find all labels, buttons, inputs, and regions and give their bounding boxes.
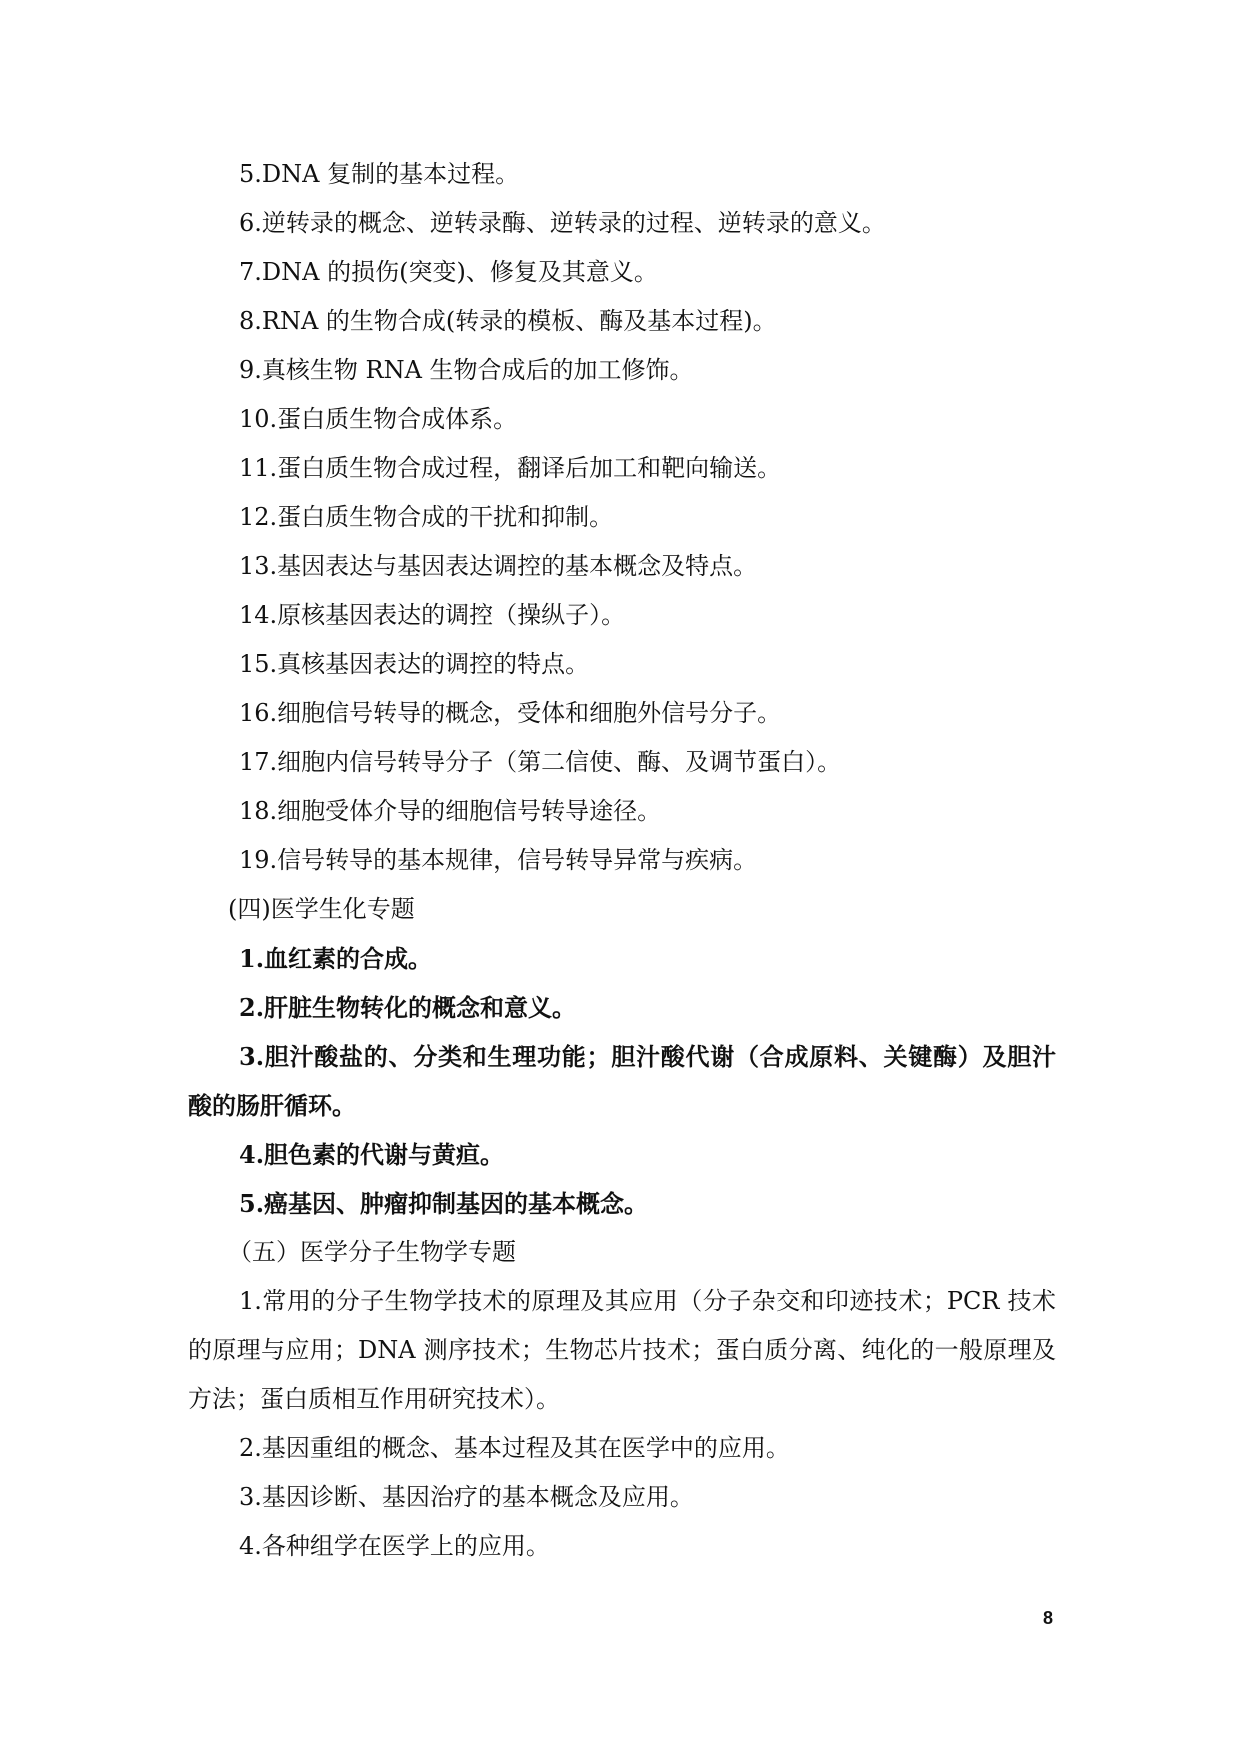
list-item: 16.细胞信号转导的概念，受体和细胞外信号分子。 [239,699,782,727]
list-item: 10.蛋白质生物合成体系。 [239,405,518,433]
list-item: 3.基因诊断、基因治疗的基本概念及应用。 [239,1483,694,1511]
list-item: 9.真核生物 RNA 生物合成后的加工修饰。 [239,356,694,384]
list-item: 4.各种组学在医学上的应用。 [239,1532,550,1560]
page-number: 8 [1043,1608,1054,1628]
list-item: 12.蛋白质生物合成的干扰和抑制。 [239,503,614,531]
list-item: 3.胆汁酸盐的、分类和生理功能；胆汁酸代谢（合成原料、关键酶）及胆汁酸的肠肝循环。 [188,1042,1056,1120]
list-item: 2.肝脏生物转化的概念和意义。 [239,993,577,1022]
list-item: 8.RNA 的生物合成(转录的模板、酶及基本过程)。 [239,307,777,335]
list-item: 5.癌基因、肿瘤抑制基因的基本概念。 [239,1189,649,1218]
list-item: 19.信号转导的基本规律，信号转导异常与疾病。 [239,846,758,874]
list-item: 18.细胞受体介导的细胞信号转导途径。 [239,797,662,825]
list-item: 14.原核基因表达的调控（操纵子）。 [239,601,626,629]
list-item: 11.蛋白质生物合成过程，翻译后加工和靶向输送。 [239,454,782,482]
document-body [188,150,1056,1571]
list-item: 15.真核基因表达的调控的特点。 [239,650,590,678]
list-item: 17.细胞内信号转导分子（第二信使、酶、及调节蛋白）。 [239,748,842,776]
list-item: 13.基因表达与基因表达调控的基本概念及特点。 [239,552,758,580]
list-item: 5.DNA 复制的基本过程。 [239,160,520,188]
list-item: 1.血红素的合成。 [239,944,433,973]
list-item: 4.胆色素的代谢与黄疸。 [239,1140,505,1169]
section-heading: （五）医学分子生物学专题 [228,1238,516,1266]
list-item: 1.常用的分子生物学技术的原理及其应用（分子杂交和印迹技术；PCR 技术的原理与应用；DNA 测序技术；生物芯片技术；蛋白质分离、纯化的一般原理及方法；蛋白质相互作用研究技术）。 [188,1287,1056,1413]
list-item: 2.基因重组的概念、基本过程及其在医学中的应用。 [239,1434,790,1462]
list-item: 6.逆转录的概念、逆转录酶、逆转录的过程、逆转录的意义。 [239,209,886,237]
section-heading: (四)医学生化专题 [228,895,415,923]
list-item: 7.DNA 的损伤(突变)、修复及其意义。 [239,258,658,286]
